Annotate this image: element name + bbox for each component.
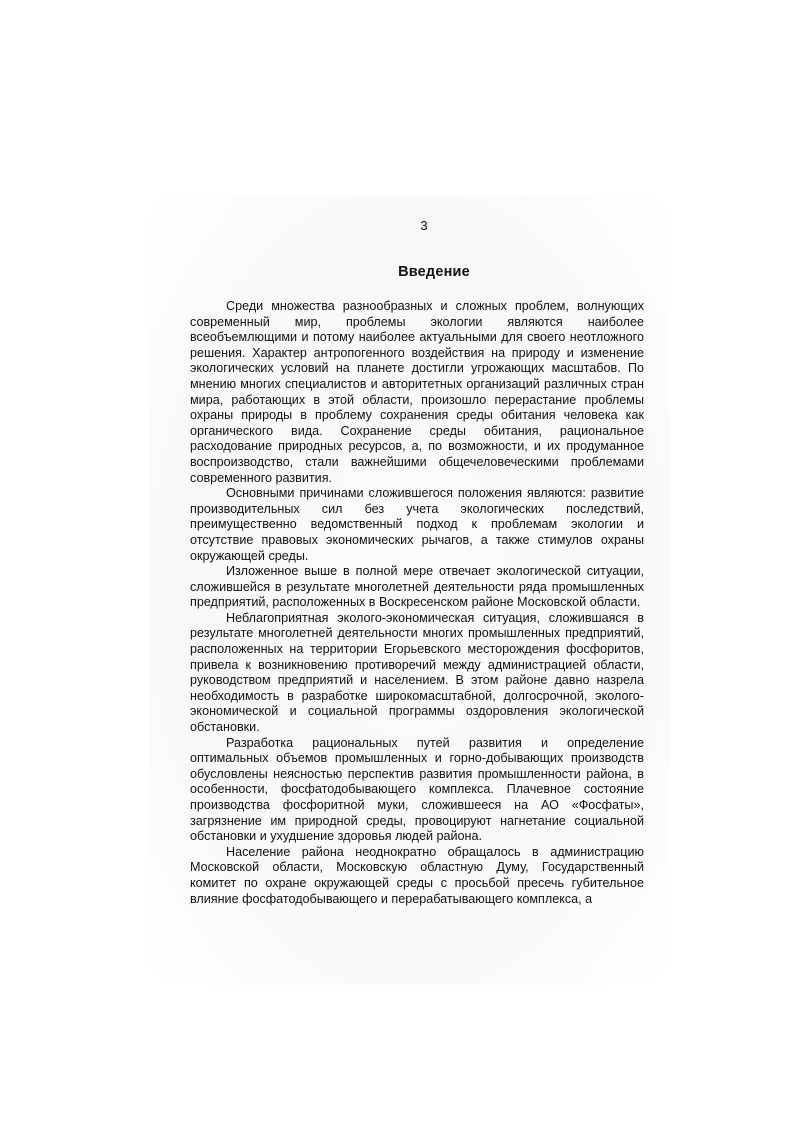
paragraph: Неблагоприятная эколого-экономическая ситуация, сложившаяся в результате многолетней деятельности многих промышленных предприятий, расположенных на территории Егорьевского месторождения фосфоритов, привела к возникновению противоречий между администрацией области, руководством предприятий и населением. В этом районе давно назрела необходимость в разработке широкомасштабной, долгосрочной, эколого-экономической и социальной программы оздоровления экологической обстановки. (190, 610, 644, 735)
paragraph: Разработка рациональных путей развития и определение оптимальных объемов промышленных и горно-добывающих производств обусловлены неясностью перспектив развития промышленности района, в особенности, фосфатодобывающего комплекса. Плачевное состояние производства фосфоритной муки, сложившееся на АО «Фосфаты», загрязнение им природной среды, провоцируют нагнетание социальной обстановки и ухудшение здоровья людей района. (190, 735, 644, 844)
paragraph: Население района неоднократно обращалось в администрацию Московской области, Московскую областную Думу, Государственный комитет по охране окружающей среды с просьбой пресечь губительное влияние фосфатодобывающего и перерабатывающего комплекса, а (190, 844, 644, 906)
paragraph: Основными причинами сложившегося положения являются: развитие производительных сил без учета экологических последствий, преимущественно ведомственный подход к проблемам экологии и отсутствие правовых экономических рычагов, а также стимулов охраны окружающей среды. (190, 486, 644, 563)
paragraph: Среди множества разнообразных и сложных проблем, волнующих современный мир, проблемы экологии являются наиболее всеобъемлющими и потому наиболее актуальными для своего неотложного решения. Характер антропогенного воздействия на природу и изменение экологических условий на планете достигли угрожающих масштабов. По мнению многих специалистов и авторитетных организаций различных стран мира, работающих в этой области, произошло перерастание проблемы охраны природы в проблему сохранения среды обитания человека как органического вида. Сохранение среды обитания, рациональное расходование природных ресурсов, а, по возможности, и их продуманное воспроизводство, стали важнейшими общечеловеческими проблемами современного развития. (190, 299, 644, 485)
body-text (190, 299, 644, 907)
paragraph: Изложенное выше в полной мере отвечает экологической ситуации, сложившейся в результате многолетней деятельности ряда промышленных предприятий, расположенных в Воскресенском районе Московской области. (190, 564, 644, 610)
section-heading: Введение (398, 264, 470, 280)
page-number: 3 (420, 218, 428, 233)
